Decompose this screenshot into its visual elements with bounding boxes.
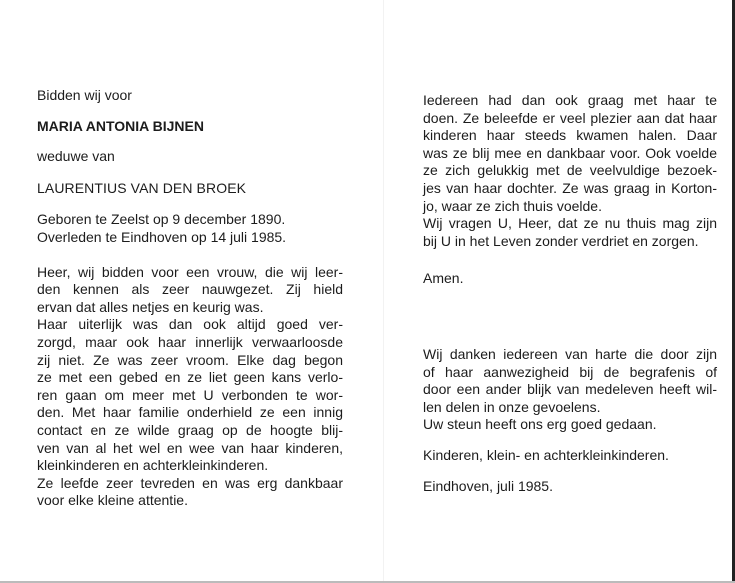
- intro-text: Bidden wij voor: [37, 87, 132, 103]
- prayer-line: voor elke kleine attentie.: [37, 492, 188, 509]
- prayer-line: Ze leefde zeer tevreden en was erg dankbaar: [37, 474, 343, 491]
- prayer-line: ren gaan om meer met U verbonden te wor-: [37, 386, 343, 403]
- text-line: bij U in het Leven zonder verdriet en zorgen.: [423, 232, 699, 249]
- text-line: doen. Ze beleefde er veel plezier aan dat haar: [423, 109, 717, 126]
- thanks-line: len delen in onze gevoelens.: [423, 398, 601, 415]
- prayer-line: den. Met haar familie onderhield ze een innig: [37, 404, 343, 421]
- right-page: [423, 92, 717, 288]
- spouse-name: LAURENTIUS VAN DEN BROEK: [37, 179, 247, 196]
- prayer-continuation: [423, 92, 717, 250]
- birth-line: Geboren te Zeelst op 9 december 1890.: [37, 211, 286, 228]
- amen-text: Amen.: [423, 270, 464, 287]
- deceased-name: MARIA ANTONIA BIJNEN: [37, 117, 204, 134]
- thanks-line: Uw steun heeft ons erg goed gedaan.: [423, 416, 657, 433]
- prayer-line: ervan dat alles netjes en keurig was.: [37, 298, 264, 315]
- prayer-line: ze met een gebed en ze liet geen kans verlo-: [37, 369, 343, 386]
- prayer-line: ven van al het wel en wee van haar kinderen,: [37, 439, 343, 456]
- text-line: ze zich gelukkig met de veelvuldige bezoek-: [423, 162, 717, 179]
- widow-of-text: weduwe van: [37, 148, 115, 165]
- card-fold: [383, 0, 384, 583]
- place-date: Eindhoven, juli 1985.: [423, 477, 553, 494]
- family-signature: Kinderen, klein- en achterkleinkinderen.: [423, 446, 669, 463]
- text-line: Iedereen had dan ook graag met haar te: [423, 92, 717, 108]
- prayer-line: zij niet. Ze was zeer vroom. Elke dag begon: [37, 351, 343, 368]
- text-line: jes van haar dochter. Ze was graag in Korton-: [423, 179, 717, 196]
- thanks-line: Wij danken iedereen van harte die door zijn: [423, 346, 717, 362]
- text-line: kinderen haar steeds kwamen halen. Daar: [423, 127, 717, 144]
- thanks-line: of haar aanwezigheid bij de begrafenis of: [423, 363, 717, 380]
- thanks-section: [423, 346, 717, 495]
- death-line: Overleden te Eindhoven op 14 juli 1985.: [37, 228, 287, 245]
- prayer-line: Haar uiterlijk was dan ook altijd goed ver-: [37, 316, 343, 333]
- text-line: was ze blij mee en dankbaar voor. Ook voelde: [423, 144, 717, 161]
- text-line: Wij vragen U, Heer, dat ze nu thuis mag zijn: [423, 215, 717, 232]
- prayer-line: zorgd, maar ook haar innerlijk verwaarloosde: [37, 333, 343, 350]
- thanks-line: door een ander blijk van medeleven heeft wil-: [423, 381, 717, 398]
- prayer-line: contact en ze wilde graag op de hoogte blij-: [37, 421, 343, 438]
- left-page: [37, 87, 343, 510]
- text-line: jo, waar ze zich thuis voelde.: [423, 197, 602, 214]
- prayer-text: [37, 264, 343, 510]
- prayer-line: Heer, wij bidden voor een vrouw, die wij leer-: [37, 263, 343, 280]
- prayer-line: kleinkinderen en achterkleinkinderen.: [37, 457, 269, 474]
- prayer-line: den kennen als zeer nauwgezet. Zij hield: [37, 281, 343, 298]
